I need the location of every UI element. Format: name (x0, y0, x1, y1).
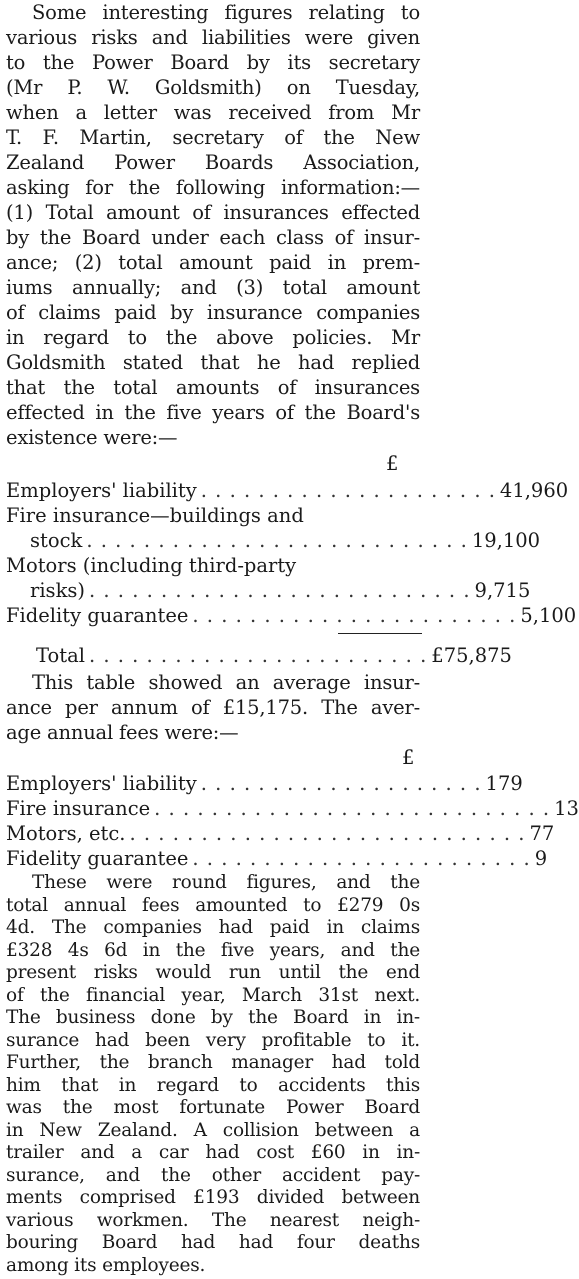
leader-dots: . . . . . . . . . . . . . . . . . . . . . . . . . . . . (129, 822, 526, 845)
table1-row-value: 19,100 (471, 529, 541, 552)
table1-row-label: stock (30, 529, 83, 552)
middle-line: ance per annum of £15,175. The aver- (6, 696, 420, 719)
table1-row (30, 578, 531, 604)
table1-row (6, 553, 420, 579)
leader-dots: . . . . . . . . . . . . . . . . . . . . . . . . . . . (86, 529, 468, 552)
closing-line: Further, the branch manager had told (6, 1052, 420, 1073)
intro-line: T. F. Martin, secretary of the New (6, 126, 420, 149)
table1-row-value: 41,960 (499, 479, 569, 502)
closing-line: bouring Board had had four deaths (6, 1232, 420, 1253)
closing-line: trailer and a car had cost £60 in in- (6, 1142, 420, 1163)
leader-dots: . . . . . . . . . . . . . . . . . . . . . . . (192, 604, 517, 627)
table1-row-value: 9,715 (474, 579, 531, 602)
table2-row-label: Motors, etc. (6, 822, 126, 845)
leader-dots: . . . . . . . . . . . . . . . . . . . . . . . . (192, 847, 531, 870)
closing-line: total annual fees amounted to £279 0s (6, 894, 420, 916)
table1-row-value: 5,100 (520, 604, 577, 627)
table2-row (6, 771, 523, 797)
table2-row-label: Fidelity guarantee (6, 847, 189, 870)
closing-line: surance, and the other accident pay- (6, 1164, 420, 1186)
table1-row (6, 503, 420, 529)
intro-line: by the Board under each class of insur- (6, 226, 420, 249)
closing-line: surance had been very profitable to it. (6, 1029, 420, 1051)
table2-row (6, 846, 548, 872)
table1-row-label: Employers' liability (6, 479, 197, 502)
table2-row-value: 9 (534, 847, 548, 870)
closing-line: present risks would run until the end (6, 962, 420, 983)
leader-dots: . . . . . . . . . . . . . . . . . . . . (200, 772, 482, 795)
table2-row-value: 77 (529, 822, 555, 845)
intro-line: (Mr P. W. Goldsmith) on Tuesday, (6, 76, 420, 99)
table1-total-label: Total (36, 644, 85, 667)
intro-line: that the total amounts of insurances (6, 376, 420, 399)
intro-line: iums annually; and (3) total amount (6, 276, 420, 299)
closing-line: among its employees. (6, 1254, 206, 1276)
closing-line: 4d. The companies had paid in claims (6, 917, 420, 938)
total-rule (338, 633, 422, 634)
table1-row-label: Motors (including third-party (6, 554, 297, 577)
intro-line: Zealand Power Boards Association, (6, 151, 420, 174)
closing-line: was the most fortunate Power Board (6, 1097, 420, 1118)
closing-line: £328 4s 6d in the five years, and the (6, 939, 420, 961)
table1-row (6, 478, 569, 504)
table2-row-label: Fire insurance (6, 797, 151, 820)
middle-line: age annual fees were:— (6, 721, 239, 744)
intro-line: (1) Total amount of insurances effected (6, 201, 420, 224)
leader-dots: . . . . . . . . . . . . . . . . . . . . . (200, 479, 496, 502)
table2-row-value: 179 (485, 772, 523, 795)
table1-row-label: Fidelity guarantee (6, 604, 189, 627)
middle-line: This table showed an average insur- (32, 671, 420, 694)
table2-row-value: 13 (554, 797, 579, 820)
intro-line: in regard to the above policies. Mr (6, 326, 420, 349)
table1-row (30, 528, 541, 554)
intro-line: asking for the following information:— (6, 176, 420, 199)
intro-line: Goldsmith stated that he had replied (6, 351, 420, 374)
closing-line: in New Zealand. A collision between a (6, 1119, 420, 1141)
table1-total-value: £75,875 (431, 644, 512, 667)
intro-line: existence were:— (6, 426, 178, 449)
intro-line: of claims paid by insurance companies (6, 301, 420, 324)
intro-line: when a letter was received from Mr (6, 101, 420, 124)
closing-line: The business done by the Board in in- (6, 1007, 420, 1028)
table1-currency-symbol: £ (386, 452, 399, 475)
leader-dots: . . . . . . . . . . . . . . . . . . . . . . . . (88, 644, 428, 667)
intro-line: to the Power Board by its secretary (6, 51, 420, 74)
table2-currency-symbol: £ (402, 746, 415, 769)
intro-line: Some interesting figures relating to (32, 1, 420, 24)
closing-line: of the financial year, March 31st next. (6, 984, 420, 1006)
table1-total-row (36, 643, 512, 669)
table2-row (6, 821, 555, 847)
table1-row-label: Fire insurance—buildings and (6, 504, 304, 527)
closing-line: ments comprised £193 divided between (6, 1187, 420, 1208)
table2-row (6, 796, 579, 822)
intro-line: effected in the five years of the Board's (6, 401, 420, 424)
intro-line: ance; (2) total amount paid in prem- (6, 251, 420, 274)
closing-line: These were round figures, and the (32, 872, 420, 893)
table1-row (6, 603, 577, 629)
leader-dots: . . . . . . . . . . . . . . . . . . . . . . . . . . . . (154, 797, 551, 820)
closing-line: various workmen. The nearest neigh- (6, 1209, 420, 1231)
table2-row-label: Employers' liability (6, 772, 197, 795)
leader-dots: . . . . . . . . . . . . . . . . . . . . . . . . . . . (89, 579, 471, 602)
intro-line: various risks and liabilities were given (6, 26, 420, 49)
table1-row-label: risks) (30, 579, 85, 602)
closing-line: him that in regard to accidents this (6, 1074, 420, 1096)
